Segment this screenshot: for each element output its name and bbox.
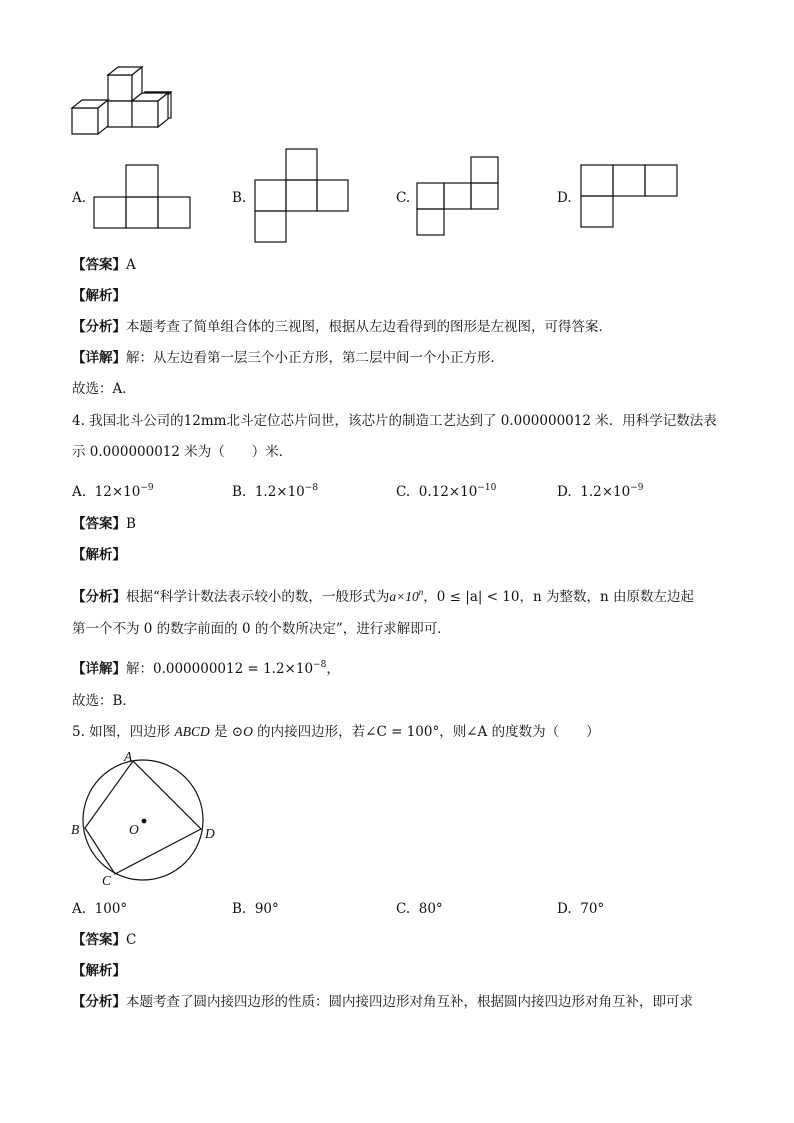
vertex-label-c: C: [102, 873, 112, 888]
answer-value: A: [126, 257, 136, 273]
option-a-label: A.: [72, 190, 87, 206]
analysis-label: 【解析】: [72, 963, 126, 979]
answer-value: C: [126, 932, 137, 948]
q5-option-b: [232, 900, 279, 918]
xiangjie-label: 【详解】: [72, 350, 126, 366]
option-letter: B.: [232, 484, 247, 500]
stem-o: O: [243, 724, 253, 739]
q4-stem-line2: 示 0.000000012 米为（ ）米．: [72, 444, 293, 460]
option-letter: D.: [557, 484, 572, 500]
stem-part3: 的内接四边形，若∠C = 100°，则∠A 的度数为（ ）: [252, 724, 600, 740]
option-letter: D.: [557, 901, 572, 917]
xiangjie-text: 解：从左边看第一层三个小正方形，第二层中间一个小正方形．: [126, 350, 504, 366]
option-letter: C.: [396, 901, 411, 917]
option-exp: −9: [140, 483, 154, 493]
option-c-label: C.: [396, 190, 411, 206]
fenxi-part1: 根据“科学计数法表示较小的数，一般形式为: [126, 589, 390, 605]
center-label-o: O: [129, 822, 139, 837]
stem-part2: 是 ⊙: [209, 724, 244, 740]
q3-guxuan: 故选：A．: [72, 381, 136, 397]
q5-option-c: [396, 900, 443, 918]
option-value: 100°: [94, 901, 128, 917]
xiangjie-part1: 解：0.000000012 = 1.2×10: [126, 661, 314, 677]
q4-fenxi-line2: 第一个不为 0 的数字前面的 0 的个数所决定”，进行求解即可．: [72, 621, 451, 637]
fenxi-part2: ，0 ≤ |a| < 10，n 为整数，n 由原数左边起: [423, 589, 694, 605]
q5-answer: [72, 931, 136, 949]
stem-part1: 5. 如图，四边形: [72, 724, 175, 740]
analysis-label: 【解析】: [72, 547, 126, 563]
vertex-label-a: A: [124, 749, 133, 764]
option-base: 1.2×10: [254, 484, 305, 500]
fenxi-label: 【分析】: [72, 589, 126, 605]
fenxi-text: 本题考查了圆内接四边形的性质：圆内接四边形对角互补，根据圆内接四边形对角互补，即可求: [126, 994, 693, 1010]
xiangjie-label: 【详解】: [72, 661, 126, 677]
option-b-label: B.: [232, 190, 247, 206]
option-value: 70°: [580, 901, 605, 917]
q5-fenxi: [72, 993, 693, 1011]
option-letter: C.: [396, 484, 411, 500]
vertex-label-b: B: [71, 822, 80, 837]
answer-value: B: [126, 516, 136, 532]
option-d-label: D.: [557, 190, 572, 206]
option-exp: −9: [630, 483, 644, 493]
option-value: 80°: [418, 901, 443, 917]
analysis-label: 【解析】: [72, 288, 126, 304]
option-base: 0.12×10: [418, 484, 478, 500]
q4-guxuan: 故选：B．: [72, 693, 136, 709]
option-letter: B.: [232, 901, 247, 917]
option-letter: A.: [72, 901, 87, 917]
option-letter: A.: [72, 484, 87, 500]
fenxi-label: 【分析】: [72, 994, 126, 1010]
option-value: 90°: [254, 901, 279, 917]
option-base: 1.2×10: [580, 484, 631, 500]
answer-label: 【答案】: [72, 516, 126, 532]
q4-stem-line1: 4. 我国北斗公司的12mm北斗定位芯片问世，该芯片的制造工艺达到了 0.000000012 米．用科学记数法表: [72, 413, 717, 429]
option-exp: −10: [477, 483, 497, 493]
vertex-label-d: D: [205, 826, 215, 841]
fenxi-label: 【分析】: [72, 319, 126, 335]
answer-label: 【答案】: [72, 932, 126, 948]
fenxi-formula-exp: n: [418, 587, 424, 597]
q5-option-d: [557, 900, 604, 918]
fenxi-text: 本题考查了简单组合体的三视图，根据从左边看得到的图形是左视图，可得答案．: [126, 319, 612, 335]
q5-option-a: [72, 900, 127, 918]
xiangjie-exp: −8: [313, 660, 327, 670]
stem-abcd: ABCD: [174, 724, 210, 739]
fenxi-formula: a×10: [389, 589, 419, 604]
option-base: 12×10: [94, 484, 141, 500]
xiangjie-part2: ，: [326, 661, 340, 677]
option-exp: −8: [304, 483, 319, 493]
answer-label: 【答案】: [72, 257, 126, 273]
